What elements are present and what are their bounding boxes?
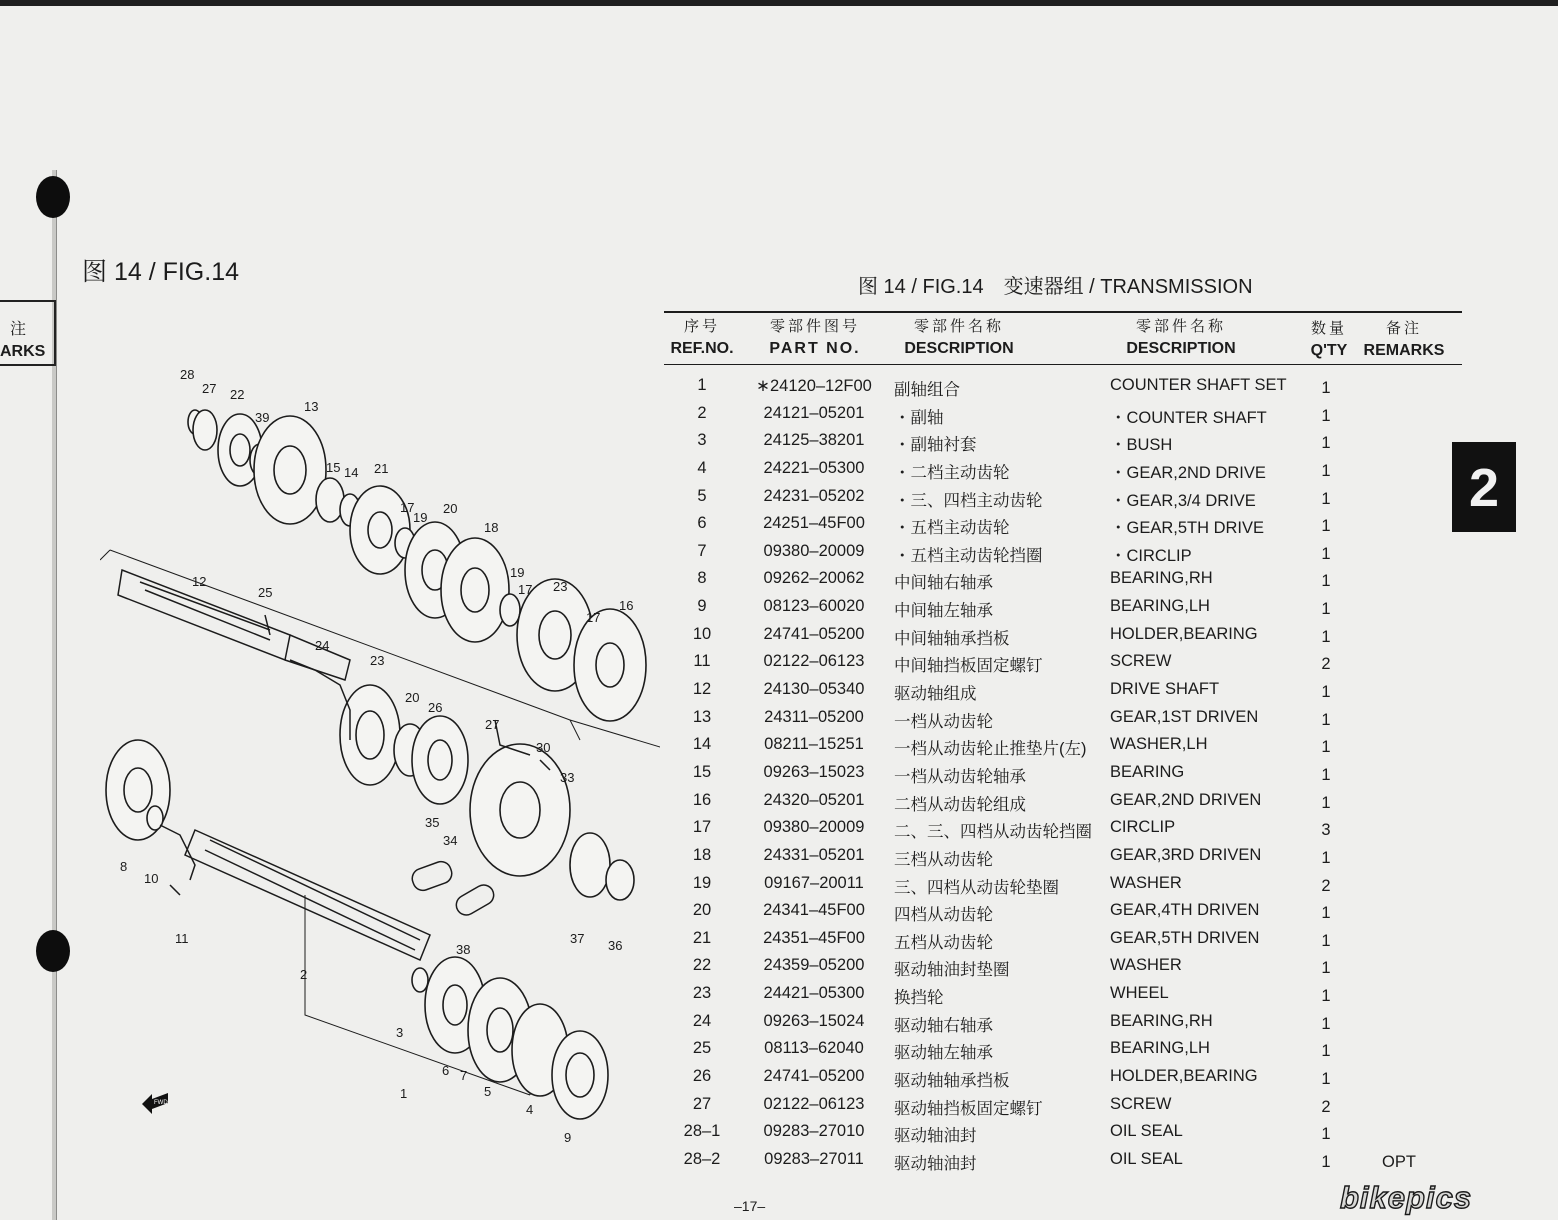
description-zh-cell: 驱动轴右轴承 <box>894 1016 993 1035</box>
description-zh-cell: 驱动轴左轴承 <box>894 1044 993 1063</box>
table-row <box>664 1147 1464 1175</box>
description-zh-cell: 驱动轴组成 <box>894 685 977 704</box>
description-zh-cell: 副轴组合 <box>894 381 960 399</box>
qty-cell: 1 <box>1321 517 1331 536</box>
table-row <box>664 1064 1464 1092</box>
fwd-arrow-icon <box>140 1090 172 1114</box>
table-row <box>664 622 1464 650</box>
description-zh-cell: 中间轴右轴承 <box>894 574 993 593</box>
callout-20: 20 <box>443 501 458 516</box>
description-zh-cell: 一档从动齿轮轴承 <box>894 767 1026 786</box>
ref-no-cell: 21 <box>692 928 712 947</box>
description-zh-cell: 四档从动齿轮 <box>894 906 993 925</box>
callout-32: 28 <box>180 367 195 382</box>
part-no-cell: 09263–15023 <box>763 762 865 781</box>
table-row <box>664 926 1464 954</box>
table-row <box>664 511 1464 539</box>
header-ref <box>664 316 740 360</box>
ref-no-cell: 13 <box>692 707 712 726</box>
ref-no-cell: 26 <box>692 1067 712 1086</box>
description-zh-cell: 三档从动齿轮 <box>894 850 993 869</box>
callout-2: 2 <box>300 967 308 982</box>
callout-3: 3 <box>396 1025 404 1040</box>
part-no-cell: 24231–05202 <box>763 486 865 505</box>
parts-table-body <box>664 373 1464 1175</box>
table-row <box>664 1119 1464 1147</box>
part-no-cell: 24351–45F00 <box>763 928 865 947</box>
ref-no-cell: 10 <box>692 624 712 643</box>
qty-cell: 3 <box>1321 821 1331 840</box>
qty-cell: 1 <box>1321 434 1331 453</box>
callout-4: 4 <box>526 1102 534 1117</box>
qty-cell: 1 <box>1321 683 1331 702</box>
description-en-cell: GEAR,5TH DRIVEN <box>1110 928 1260 947</box>
part-no-cell: 09380–20009 <box>763 541 865 560</box>
ref-no-cell: 4 <box>697 458 707 477</box>
part-no-cell: 24341–45F00 <box>763 901 865 920</box>
header-ref-zh: 序号 <box>683 318 720 335</box>
ref-no-cell: 5 <box>697 486 707 505</box>
description-zh-cell: 中间轴轴承挡板 <box>894 629 1010 648</box>
part-no-cell: 24121–05201 <box>763 403 865 422</box>
description-en-cell: HOLDER,BEARING <box>1110 624 1258 643</box>
part-no-cell: 24221–05300 <box>763 458 865 477</box>
description-en-cell: GEAR,3RD DRIVEN <box>1110 845 1262 864</box>
table-row <box>664 981 1464 1009</box>
qty-cell: 1 <box>1321 600 1331 619</box>
qty-cell: 1 <box>1321 572 1331 591</box>
description-en-cell: ・COUNTER SHAFT <box>1110 408 1267 427</box>
callout-37: 37 <box>570 931 585 946</box>
ref-no-cell: 9 <box>697 597 707 616</box>
description-zh-cell: ・二档主动齿轮 <box>894 463 1010 482</box>
table-row <box>664 898 1464 926</box>
qty-cell: 1 <box>1321 627 1331 646</box>
qty-cell: 1 <box>1321 987 1331 1006</box>
ref-no-cell: 16 <box>692 790 712 809</box>
part-no-cell: 08123–60020 <box>763 597 865 616</box>
table-row <box>664 871 1464 899</box>
description-zh-cell: ・副轴衬套 <box>894 436 977 455</box>
qty-cell: 1 <box>1321 765 1331 784</box>
ref-no-cell: 25 <box>692 1039 712 1058</box>
ref-no-cell: 28–1 <box>683 1122 721 1141</box>
description-en-cell: WASHER <box>1110 956 1182 975</box>
table-row <box>664 843 1464 871</box>
callout-19b: 19 <box>510 565 525 580</box>
table-row <box>664 539 1464 567</box>
header-desc-zh-en: DESCRIPTION <box>904 340 1014 357</box>
description-zh-cell: 驱动轴油封垫圈 <box>894 961 1010 980</box>
table-row <box>664 953 1464 981</box>
table-row <box>664 1036 1464 1064</box>
ref-no-cell: 14 <box>692 735 712 754</box>
callout-8: 8 <box>120 859 128 874</box>
ref-no-cell: 17 <box>692 818 712 837</box>
qty-cell: 1 <box>1321 406 1331 425</box>
table-row <box>664 760 1464 788</box>
ref-no-cell: 11 <box>693 652 711 671</box>
callout-5: 5 <box>484 1084 492 1099</box>
ref-no-cell: 2 <box>697 403 707 422</box>
callout-7: 7 <box>460 1068 468 1083</box>
description-en-cell: HOLDER,BEARING <box>1110 1067 1258 1086</box>
description-en-cell: CIRCLIP <box>1110 818 1176 837</box>
qty-cell: 1 <box>1321 1014 1331 1033</box>
ref-no-cell: 3 <box>697 431 707 450</box>
description-en-cell: DRIVE SHAFT <box>1110 680 1220 699</box>
part-no-cell: 24320–05201 <box>763 790 865 809</box>
header-description-en <box>1114 316 1248 360</box>
callout-16: 16 <box>619 598 634 613</box>
qty-cell: 1 <box>1321 1070 1331 1089</box>
header-remarks-en: REMARKS <box>1363 342 1445 359</box>
qty-cell: 1 <box>1321 1152 1331 1171</box>
description-en-cell: ・CIRCLIP <box>1110 546 1192 565</box>
callout-18: 18 <box>484 520 499 535</box>
callout-30: 30 <box>536 740 551 755</box>
ref-no-cell: 15 <box>692 762 712 781</box>
qty-cell: 1 <box>1321 931 1331 950</box>
description-en-cell: GEAR,2ND DRIVEN <box>1110 790 1262 809</box>
callout-15: 15 <box>326 460 341 475</box>
callout-25: 23 <box>370 653 385 668</box>
callout-36: 36 <box>608 938 623 953</box>
watermark-logo: bikepics <box>1340 1180 1473 1215</box>
header-part-no <box>745 316 885 360</box>
part-no-cell: 02122–06123 <box>763 652 865 671</box>
header-desc-en-en: DESCRIPTION <box>1126 340 1236 357</box>
header-ref-en: REF.NO. <box>670 340 734 357</box>
description-en-cell: BEARING,RH <box>1110 569 1213 588</box>
part-no-cell: 24741–05200 <box>763 1067 865 1086</box>
header-qty-en: Q'TY <box>1310 342 1348 359</box>
punch-hole-bottom <box>36 930 70 972</box>
qty-cell: 1 <box>1321 904 1331 923</box>
callout-38: 38 <box>456 942 471 957</box>
description-en-cell: WASHER,LH <box>1110 735 1208 754</box>
description-zh-cell: 三、四档从动齿轮垫圈 <box>894 878 1059 897</box>
part-no-cell: 24130–05340 <box>763 680 865 699</box>
table-row <box>664 428 1464 456</box>
callout-22: 20 <box>405 690 420 705</box>
qty-cell: 2 <box>1321 876 1331 895</box>
part-no-cell: 24311–05200 <box>764 707 864 726</box>
part-no-cell: 09167–20011 <box>764 873 864 892</box>
ref-no-cell: 8 <box>697 569 707 588</box>
callout-26: 24 <box>315 638 330 653</box>
callout-9: 9 <box>564 1130 572 1145</box>
left-tab-zh: 注 <box>10 321 27 338</box>
qty-cell: 1 <box>1321 793 1331 812</box>
table-header-rule <box>664 364 1462 365</box>
description-zh-cell: 换挡轮 <box>894 989 944 1008</box>
description-en-cell: BEARING <box>1110 762 1185 781</box>
description-en-cell: ・BUSH <box>1110 436 1173 455</box>
part-no-cell: 24251–45F00 <box>763 514 865 533</box>
qty-cell: 2 <box>1321 1097 1331 1116</box>
qty-cell: 1 <box>1321 738 1331 757</box>
section-tab: 2 <box>1452 442 1516 532</box>
description-en-cell: BEARING,RH <box>1110 1011 1213 1030</box>
ref-no-cell: 7 <box>697 541 707 560</box>
callout-23: 23 <box>553 579 568 594</box>
page-number: –17– <box>734 1198 766 1214</box>
description-en-cell: GEAR,1ST DRIVEN <box>1110 707 1259 726</box>
callout-1: 1 <box>400 1086 408 1101</box>
description-zh-cell: ・三、四档主动齿轮 <box>894 491 1043 510</box>
description-zh-cell: 驱动轴油封 <box>894 1127 977 1146</box>
table-row <box>664 594 1464 622</box>
qty-cell: 1 <box>1321 489 1331 508</box>
callout-31: 27 <box>202 381 217 396</box>
description-zh-cell: 中间轴挡板固定螺钉 <box>894 657 1043 676</box>
table-row <box>664 732 1464 760</box>
header-part-zh: 零部件图号 <box>769 318 860 335</box>
ref-no-cell: 23 <box>692 984 712 1003</box>
callout-6: 6 <box>442 1063 450 1078</box>
fwd-label: FWD <box>154 1100 168 1106</box>
table-top-rule <box>664 311 1462 313</box>
ref-no-cell: 24 <box>692 1011 712 1030</box>
description-en-cell: OIL SEAL <box>1110 1122 1183 1141</box>
binding-spine-line <box>56 170 57 1220</box>
description-zh-cell: 驱动轴挡板固定螺钉 <box>894 1099 1043 1118</box>
qty-cell: 1 <box>1321 848 1331 867</box>
callout-13: 13 <box>304 399 319 414</box>
callout-29: 27 <box>485 717 500 732</box>
qty-cell: 1 <box>1321 1042 1331 1061</box>
callout-33: 33 <box>560 770 575 785</box>
ref-no-cell: 18 <box>692 845 712 864</box>
description-zh-cell: 驱动轴轴承挡板 <box>894 1072 1010 1091</box>
callout-28: 26 <box>428 700 443 715</box>
description-en-cell: OIL SEAL <box>1110 1149 1183 1168</box>
description-zh-cell: ・副轴 <box>894 408 944 427</box>
part-no-cell: 24359–05200 <box>763 956 865 975</box>
part-no-cell: 24331–05201 <box>763 845 865 864</box>
table-title: 图 14 / FIG.14 变速器组 / TRANSMISSION <box>858 276 1253 298</box>
table-row <box>664 373 1464 401</box>
part-no-cell: ∗24120–12F00 <box>756 377 872 395</box>
callout-35: 35 <box>425 815 440 830</box>
part-no-cell: 09283–27010 <box>763 1122 865 1141</box>
description-zh-cell: ・五档主动齿轮挡圈 <box>894 546 1043 565</box>
ref-no-cell: 20 <box>692 901 712 920</box>
table-row <box>664 677 1464 705</box>
description-zh-cell: 一档从动齿轮 <box>894 712 993 731</box>
ref-no-cell: 12 <box>692 680 712 699</box>
part-no-cell: 24741–05200 <box>763 624 865 643</box>
remarks-cell: OPT <box>1382 1152 1416 1171</box>
description-zh-cell: 驱动轴油封 <box>894 1154 977 1173</box>
callout-24: 22 <box>230 387 245 402</box>
description-en-cell: GEAR,4TH DRIVEN <box>1110 901 1260 920</box>
part-no-cell: 08113–62040 <box>764 1039 864 1058</box>
ref-no-cell: 19 <box>692 873 712 892</box>
ref-no-cell: 28–2 <box>683 1149 721 1168</box>
callout-34: 34 <box>443 833 458 848</box>
ref-no-cell: 6 <box>697 514 707 533</box>
table-row <box>664 705 1464 733</box>
page-top-edge <box>0 0 1558 6</box>
ref-no-cell: 27 <box>692 1094 712 1113</box>
callout-17b: 17 <box>518 582 533 597</box>
left-tab-en: ARKS <box>0 343 46 360</box>
callout-21: 21 <box>374 461 389 476</box>
description-en-cell: BEARING,LH <box>1110 597 1210 616</box>
table-row <box>664 484 1464 512</box>
callout-17c: 17 <box>586 610 601 625</box>
table-row <box>664 815 1464 843</box>
table-row <box>664 566 1464 594</box>
table-row <box>664 1009 1464 1037</box>
description-zh-cell: 中间轴左轴承 <box>894 602 993 621</box>
header-qty <box>1302 318 1356 362</box>
table-row <box>664 649 1464 677</box>
previous-page-remarks-tab <box>0 300 56 366</box>
ref-no-cell: 22 <box>692 956 712 975</box>
description-en-cell: COUNTER SHAFT SET <box>1110 376 1287 394</box>
description-zh-cell: 五档从动齿轮 <box>894 933 993 952</box>
part-no-cell: 09380–20009 <box>763 818 865 837</box>
description-zh-cell: ・五档主动齿轮 <box>894 519 1010 538</box>
part-no-cell: 08211–15251 <box>764 735 864 754</box>
callout-27: 25 <box>258 585 273 600</box>
part-no-cell: 09283–27011 <box>764 1149 864 1168</box>
description-en-cell: WHEEL <box>1110 984 1169 1003</box>
header-qty-zh: 数量 <box>1310 320 1347 337</box>
punch-hole-top <box>36 176 70 218</box>
qty-cell: 1 <box>1321 1125 1331 1144</box>
table-row <box>664 456 1464 484</box>
header-part-en: PART NO. <box>769 340 861 357</box>
qty-cell: 1 <box>1321 544 1331 563</box>
callout-14: 14 <box>344 465 359 480</box>
header-description-zh <box>894 316 1024 360</box>
table-row <box>664 788 1464 816</box>
figure-title: 图 14 / FIG.14 <box>82 258 240 286</box>
part-no-cell: 02122–06123 <box>763 1094 865 1113</box>
description-en-cell: ・GEAR,3/4 DRIVE <box>1110 491 1256 510</box>
header-remarks <box>1360 318 1448 362</box>
description-zh-cell: 二、三、四档从动齿轮挡圈 <box>894 823 1092 842</box>
callout-39: 39 <box>255 410 270 425</box>
header-remarks-zh: 备注 <box>1385 320 1422 337</box>
qty-cell: 2 <box>1321 655 1331 674</box>
part-no-cell: 24125–38201 <box>763 431 865 450</box>
callout-17a: 17 <box>400 500 415 515</box>
callout-11: 11 <box>175 931 189 946</box>
description-en-cell: ・GEAR,2ND DRIVE <box>1110 463 1266 482</box>
qty-cell: 1 <box>1321 461 1331 480</box>
qty-cell: 1 <box>1321 959 1331 978</box>
description-en-cell: BEARING,LH <box>1110 1039 1210 1058</box>
header-desc-zh-zh: 零部件名称 <box>913 318 1004 335</box>
callout-19a: 19 <box>413 510 428 525</box>
transmission-exploded-diagram <box>100 360 660 1150</box>
description-en-cell: SCREW <box>1110 1094 1172 1113</box>
description-zh-cell: 二档从动齿轮组成 <box>894 795 1026 814</box>
table-row <box>664 401 1464 429</box>
description-en-cell: ・GEAR,5TH DRIVE <box>1110 519 1265 538</box>
description-en-cell: WASHER <box>1110 873 1182 892</box>
description-en-cell: SCREW <box>1110 652 1172 671</box>
callout-12: 12 <box>192 574 207 589</box>
callout-10: 10 <box>144 871 159 886</box>
part-no-cell: 09263–15024 <box>763 1011 865 1030</box>
table-row <box>664 1092 1464 1120</box>
header-desc-en-zh: 零部件名称 <box>1135 318 1226 335</box>
qty-cell: 1 <box>1321 710 1331 729</box>
part-no-cell: 24421–05300 <box>763 984 865 1003</box>
ref-no-cell: 1 <box>697 376 707 394</box>
qty-cell: 1 <box>1321 379 1331 397</box>
part-no-cell: 09262–20062 <box>763 569 865 588</box>
description-zh-cell: 一档从动齿轮止推垫片(左) <box>894 740 1087 759</box>
